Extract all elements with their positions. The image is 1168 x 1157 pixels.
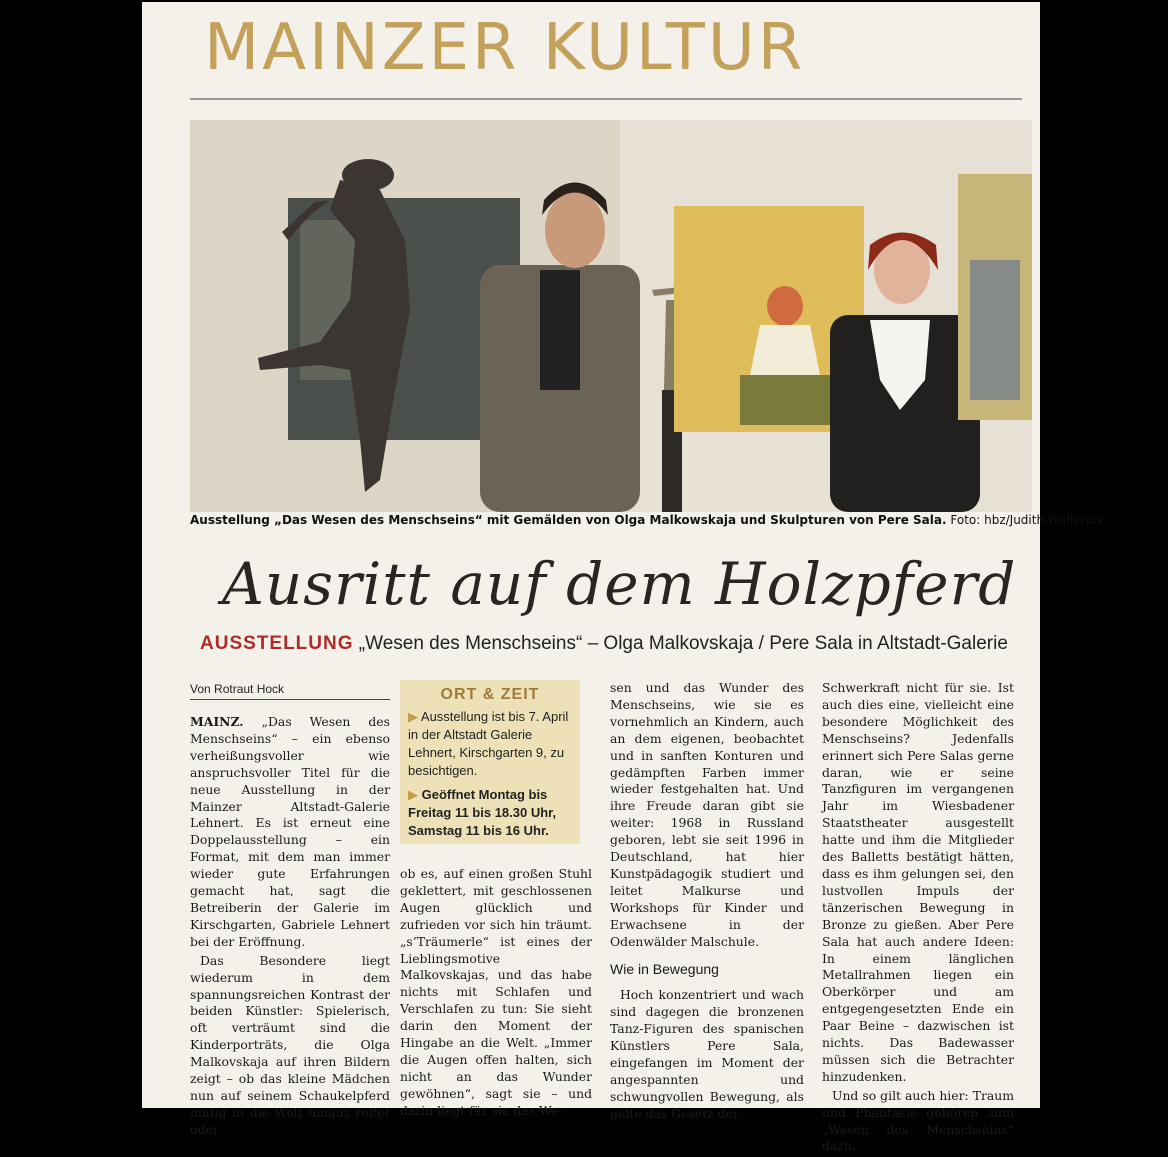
col1-paragraph-2: Das Besondere liegt wiederum in dem spannungsreichen Kontrast der beiden Künstler: Spielerisch, oft verträumt sind die Kinderporträts, die Olga Malkovskaja auf ihren Bildern zeigt – ob das kleine Mädchen nun auf seinem Schaukelpferd mutig in die Welt hinaus reitet oder [190,952,390,1137]
info-item-hours-text: Geöffnet Montag bis Freitag 11 bis 18.30 Uhr, Samstag 11 bis 16 Uhr. [408,787,557,838]
column-4 [822,680,1014,1157]
masthead-rule [190,98,1022,100]
article-photo [190,120,1032,512]
col2-paragraph-1: ob es, auf einen großen Stuhl geklettert, mit geschlossenen Augen glücklich und zufrieden vor sich hin träumt. „s’Träumerle“ ist eines der Lieblingsmotive Malkovskajas, und das habe nichts mit Schlafen und Verschlafen zu tun: Sie sieht darin den Moment der Hingabe an die Welt. „Immer die Augen offen halten, sich nicht an das Wunder gewöhnen“, sagt sie – und darin liegt für sie das We- [400,866,592,1118]
dateline: MAINZ. [190,714,244,729]
info-box-title: ORT & ZEIT [440,686,540,703]
info-item-hours [400,786,580,840]
masthead: MAINZER KULTUR [204,11,806,85]
subheadline-text: „Wesen des Menschseins“ – Olga Malkovskaja / Pere Sala in Altstadt-Galerie [358,633,1008,654]
headline: Ausritt auf dem Holzpferd [222,550,1017,618]
col3-paragraph-1: sen und das Wunder des Menschseins, wie sie es vornehmlich an Kindern, auch an dem eigenen, beobachtet und in sanften Konturen und gedämpften Farben immer wieder festgehalten hat. Und ihre Freude daran gibt sie weiter: 1968 in Russland geboren, lebt sie seit 1996 in Deutschland, hat hier Kunstpädagogik studiert und leitet Malkurse und Workshops für Kinder und Erwachsene in der Odenwälder Malschule. [610,680,804,949]
col4-paragraph-2: Und so gilt auch hier: Traum und Phantasie gehören zum „Wesen des Menschseins“ dazu. [822,1087,1014,1154]
column-1 [190,714,390,1141]
triangle-icon: ▶ [408,709,418,724]
col4-paragraph-1: Schwerkraft nicht für sie. Ist auch dies eine, vielleicht eine besondere Möglichkeit des Menschseins? Jedenfalls erinnert sich Pere Salas gerne daran, wie er seine Tanzfiguren im vergangenen Jahr im Wiesbadener Staatstheater ausgestellt hatte und ihm die Mitglieder des Balletts bestätigt hätten, dass es ihm gelungen sei, den lustvollen Impuls der tänzerischen Bewegung in Bronze zu gießen. Aber Pere Sala hat auch andere Ideen: In einem länglichen Metallrahmen liegen ein Oberkörper und am entgegengesetzten Ende ein Paar Beine – dazwischen ist nichts. Das Badewasser müssen sich die Betrachter hinzudenken. [822,680,1014,1084]
info-item-dates [400,708,580,780]
kicker: AUSSTELLUNG [200,633,354,654]
col1-paragraph-1: „Das Wesen des Menschseins“ – ein ebenso verheißungsvoller wie anspruchsvoller Titel für die neue Ausstellung in der Mainzer Altstadt-Galerie Lehnert. Es ist erneut eine Doppelausstellung – ein Format, mit dem man immer wieder gute Erfahrungen gemacht hat, sagt die Betreiberin der Galerie im Kirschgarten, Gabriele Lehnert bei der Eröffnung. [190,714,390,949]
column-3 [610,680,804,1125]
section-subtitle: Wie in Bewegung [610,960,719,977]
photo-credit: Foto: hbz/Judith Wallerius [950,513,1103,527]
photo-caption [190,513,1103,527]
byline-rule [190,699,390,700]
col3-paragraph-2: Hoch konzentriert und wach sind dagegen die bronzenen Tanz-Figuren des spanischen Künstlers Pere Sala, eingefangen im Moment der angespannten und schwungvollen Bewegung, als gelte das Gesetz der [610,987,804,1121]
caption-text: Ausstellung „Das Wesen des Menschseins“ mit Gemälden von Olga Malkowskaja und Skulpturen von Pere Sala. [190,513,947,527]
info-item-dates-text: Ausstellung ist bis 7. April in der Altstadt Galerie Lehnert, Kirschgarten 9, zu besichtigen. [408,709,569,778]
subheadline [200,633,1008,655]
column-2 [400,866,592,1122]
photo-illustration [190,120,1032,512]
byline: Von Rotraut Hock [190,682,285,696]
triangle-icon: ▶ [408,787,418,802]
newspaper-page [142,2,1103,1154]
info-box [400,680,580,844]
